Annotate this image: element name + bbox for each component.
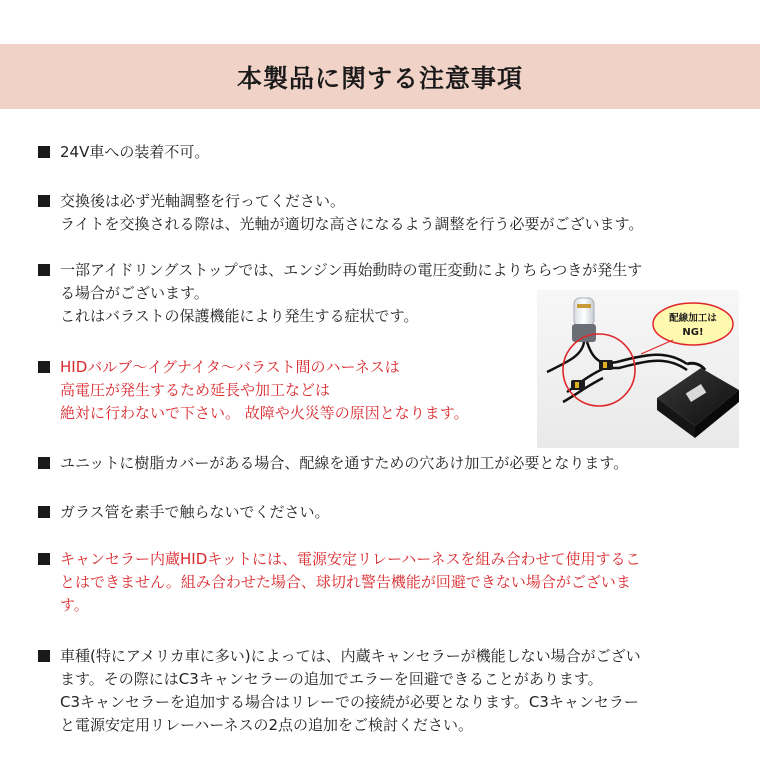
note-line: ガラス管を素手で触らないでください。 — [60, 503, 330, 521]
bulb-glass-icon — [574, 298, 594, 326]
note-american-cars — [38, 645, 738, 737]
callout-text-line2: NG! — [682, 327, 704, 338]
note-resin-cover — [38, 452, 738, 475]
bullet-square-icon — [38, 264, 50, 276]
note-line: 絶対に行わないで下さい。 故障や火災等の原因となります。 — [60, 404, 469, 422]
note-line: 車種(特にアメリカ車に多い)によっては、内蔵キャンセラーが機能しない場合がござい — [60, 647, 641, 665]
callout-bubble — [653, 303, 733, 345]
page-title: 本製品に関する注意事項 — [236, 63, 523, 93]
bullet-square-icon — [38, 506, 50, 518]
note-line: す。 — [60, 596, 89, 614]
bullet-square-icon — [38, 553, 50, 565]
note-optical-axis — [38, 190, 738, 236]
note-line: C3キャンセラーを追加する場合はリレーでの接続が必要となります。C3キャンセラー — [60, 693, 639, 711]
bullet-square-icon — [38, 361, 50, 373]
note-line: キャンセラー内蔵HIDキットには、電源安定リレーハーネスを組み合わせて使用するこ — [60, 550, 641, 568]
bullet-square-icon — [38, 146, 50, 158]
note-line: 一部アイドリングストップでは、エンジン再始動時の電圧変動によりちらつきが発生す — [60, 261, 643, 279]
note-line: ライトを交換される際は、光軸が適切な高さになるよう調整を行う必要がございます。 — [60, 215, 644, 233]
note-line: 交換後は必ず光軸調整を行ってください。 — [60, 192, 346, 210]
bullet-square-icon — [38, 195, 50, 207]
note-line: 24V車への装着不可。 — [60, 143, 210, 161]
callout-text-line1: 配線加工は — [669, 313, 717, 324]
bullet-square-icon — [38, 457, 50, 469]
hid-kit-illustration — [537, 290, 739, 448]
note-line: HIDバルブ〜イグナイタ〜バラスト間のハーネスは — [60, 358, 400, 376]
bulb-base-icon — [572, 324, 596, 342]
bullet-square-icon — [38, 650, 50, 662]
note-glass-tube — [38, 501, 738, 524]
note-line: これはバラストの保護機能により発生する症状です。 — [60, 307, 419, 325]
note-line: ユニットに樹脂カバーがある場合、配線を通すための穴あけ加工が必要となります。 — [60, 454, 629, 472]
note-line: ます。その際にはC3キャンセラーの追加でエラーを回避できることがあります。 — [60, 670, 603, 688]
note-line: と電源安定用リレーハーネスの2点の追加をご検討ください。 — [60, 716, 474, 734]
note-line: る場合がございます。 — [60, 284, 209, 302]
note-24v — [38, 141, 738, 164]
page-header — [0, 44, 760, 109]
note-canceller-warning — [38, 548, 738, 617]
product-photo — [537, 290, 739, 448]
note-line: 高電圧が発生するため延長や加工などは — [60, 381, 331, 399]
note-line: とはできません。組み合わせた場合、球切れ警告機能が回避できない場合がございま — [60, 573, 631, 591]
